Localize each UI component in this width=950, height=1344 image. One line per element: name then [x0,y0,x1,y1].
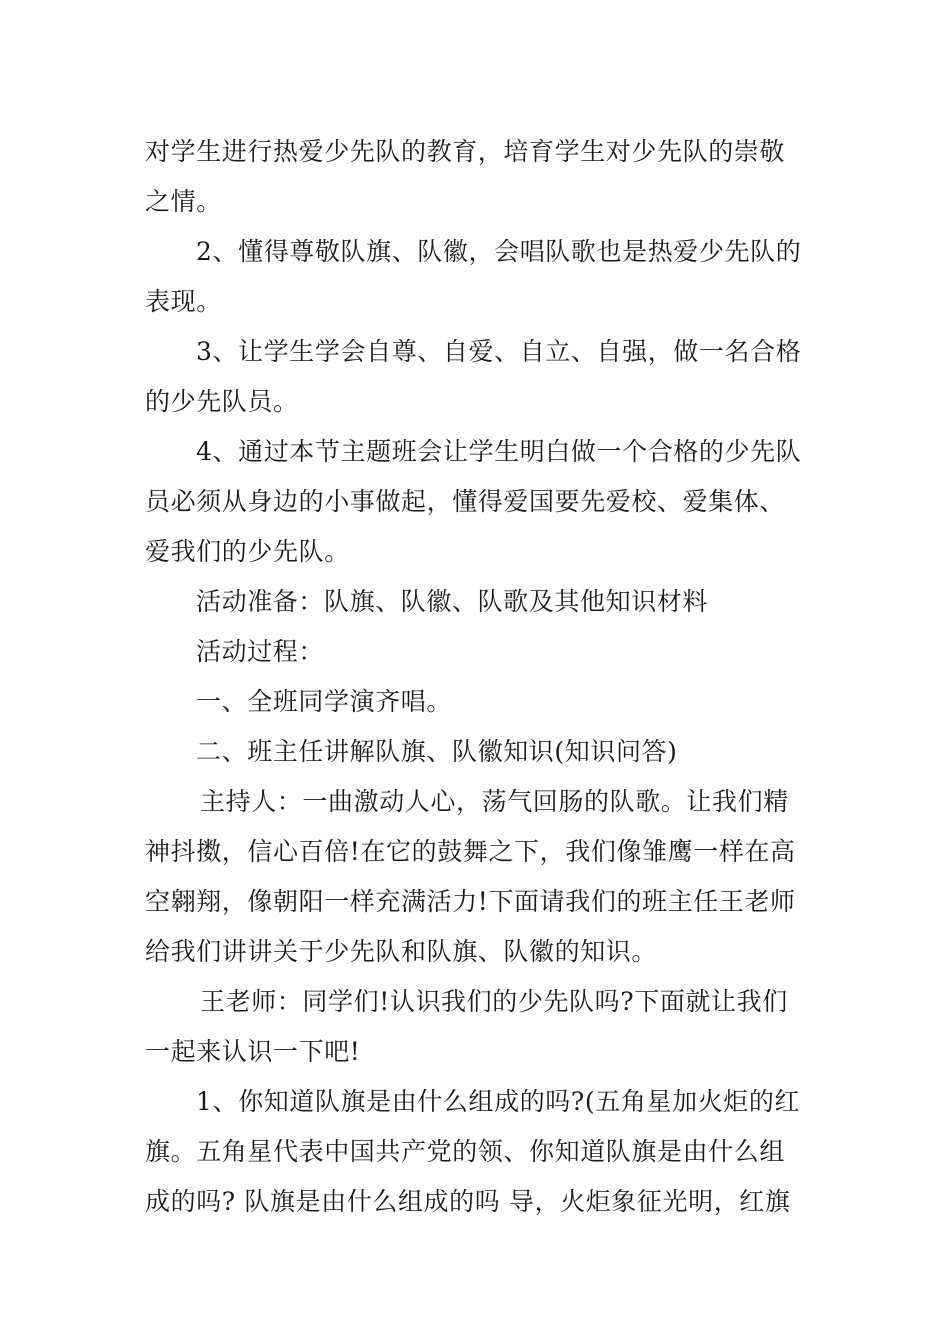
text-line: 王老师：同学们!认识我们的少先队吗?下面就让我们 [200,987,788,1016]
text-line: 的少先队员。 [145,387,299,416]
text-line: 成的吗? 队旗是由什么组成的吗 导，火炬象征光明，红旗 [145,1187,791,1216]
text-line: 2、懂得尊敬队旗、队徽，会唱队歌也是热爱少先队的 [196,237,802,266]
text-line: 活动过程： [196,637,325,666]
text-line: 一起来认识一下吧! [145,1037,361,1066]
text-line: 对学生进行热爱少先队的教育，培育学生对少先队的崇敬 [145,137,786,166]
text-line: 旗。五角星代表中国共产党的领、你知道队旗是由什么组 [145,1137,786,1166]
text-line: 1、你知道队旗是由什么组成的吗?(五角星加火炬的红 [196,1087,801,1116]
text-line: 3、让学生学会自尊、自爱、自立、自强，做一名合格 [196,337,802,366]
text-line: 表现。 [145,287,222,316]
text-line: 4、通过本节主题班会让学生明白做一个合格的少先队 [196,437,802,466]
text-line: 空翱翔，像朝阳一样充满活力!下面请我们的班主任王老师 [145,887,796,916]
text-line: 员必须从身边的小事做起，懂得爱国要先爱校、爱集体、 [145,487,786,516]
text-line: 一、全班同学演齐唱。 [196,687,453,716]
text-line: 主持人：一曲激动人心，荡气回肠的队歌。让我们精 [200,787,789,816]
text-line: 活动准备：队旗、队徽、队歌及其他知识材料 [196,587,709,616]
text-line: 给我们讲讲关于少先队和队旗、队徽的知识。 [145,937,658,966]
text-line: 神抖擞，信心百倍!在它的鼓舞之下，我们像雏鹰一样在高 [145,837,796,866]
text-line: 爱我们的少先队。 [145,537,350,566]
text-line: 二、班主任讲解队旗、队徽知识(知识问答) [196,737,678,766]
text-line: 之情。 [145,187,222,216]
